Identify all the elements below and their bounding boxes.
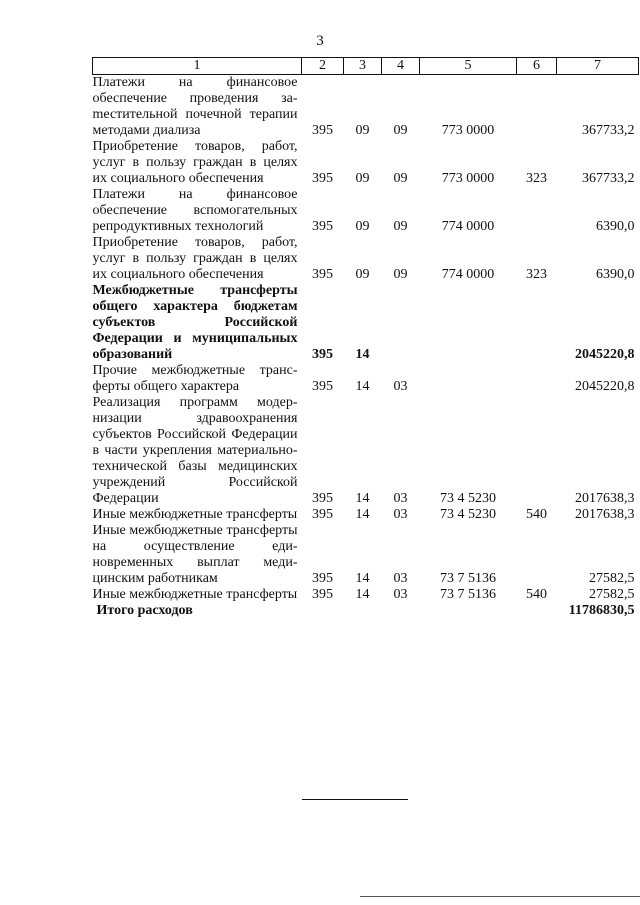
admin-code: 395	[312, 267, 333, 282]
section-code: 09	[355, 171, 370, 186]
column-number-header-row	[93, 58, 639, 75]
section-code: 14	[355, 507, 370, 522]
expense-type-code	[517, 363, 557, 395]
section-code: 14	[355, 491, 370, 506]
end-separator-line	[302, 799, 408, 800]
row-name: Платежи на финансовое обеспечение проведения заmестительной почечной терапии методами диализа	[92, 75, 298, 138]
table-row	[93, 75, 639, 140]
section-code: 14	[355, 379, 370, 394]
total-row	[93, 603, 639, 619]
target-article-code	[420, 283, 517, 363]
row-name: Межбюджетные трансферты общего характера бюджетам субъектов Российской Федерации и муниципальных образований	[92, 283, 298, 362]
expense-type-code	[517, 395, 557, 507]
subsection-code: 09	[393, 267, 408, 282]
subsection-code: 03	[393, 587, 408, 602]
subsection-code: 03	[393, 571, 408, 586]
admin-code: 395	[312, 171, 333, 186]
expense-type-code: 540	[526, 507, 547, 522]
subsection-code: 09	[393, 171, 408, 186]
column-header: 1	[93, 58, 302, 75]
admin-code: 395	[312, 347, 333, 362]
expense-type-code: 323	[526, 267, 547, 282]
target-article-code: 774 0000	[441, 267, 495, 282]
admin-code: 395	[312, 219, 333, 234]
subsection-code: 09	[393, 219, 408, 234]
table-row	[93, 187, 639, 235]
admin-code: 395	[312, 571, 333, 586]
target-article-code: 773 0000	[441, 123, 495, 138]
target-article-code: 73 7 5136	[440, 587, 496, 602]
table-row	[93, 395, 639, 507]
table-row	[93, 283, 639, 363]
subsection-code: 03	[393, 507, 408, 522]
amount: 2017638,3	[575, 507, 635, 522]
column-header: 7	[557, 58, 639, 75]
target-article-code: 73 7 5136	[440, 571, 496, 586]
table-row	[93, 139, 639, 187]
column-header: 6	[517, 58, 557, 75]
expense-type-code	[517, 75, 557, 140]
table-row	[93, 507, 639, 523]
row-name: Прочие межбюджетные трансферты общего характера	[92, 363, 298, 394]
table-row	[93, 587, 639, 603]
row-name: Реализация программ модернизации здравоохранения субъектов Российской Федерации в части укрепления материально-технической базы медицинских учреждений Российской Федерации	[92, 395, 298, 506]
column-header: 2	[302, 58, 344, 75]
amount: 2045220,8	[575, 379, 635, 394]
table-row	[93, 523, 639, 587]
target-article-code: 73 4 5230	[440, 491, 496, 506]
row-name: Платежи на финансовое обеспечение вспомогательных репродуктивных технологий	[92, 187, 298, 234]
subsection-code: 09	[393, 123, 408, 138]
admin-code: 395	[312, 507, 333, 522]
footer-line	[360, 896, 640, 897]
table-row	[93, 363, 639, 395]
target-article-code: 774 0000	[441, 219, 495, 234]
target-article-code: 73 4 5230	[440, 507, 496, 522]
amount: 2045220,8	[575, 347, 635, 362]
expenditure-table	[92, 57, 639, 619]
section-code: 09	[355, 219, 370, 234]
expense-type-code	[517, 523, 557, 587]
subsection-code: 03	[393, 491, 408, 506]
section-code: 09	[355, 123, 370, 138]
row-name: Иные межбюджетные трансферты	[92, 587, 298, 602]
section-code: 14	[355, 587, 370, 602]
section-code: 14	[355, 347, 370, 362]
amount: 27582,5	[589, 587, 635, 602]
column-header: 4	[382, 58, 420, 75]
expense-type-code: 540	[526, 587, 547, 602]
expense-type-code: 323	[526, 171, 547, 186]
amount: 2017638,3	[575, 491, 635, 506]
amount: 6390,0	[596, 219, 635, 234]
section-code: 09	[355, 267, 370, 282]
admin-code: 395	[312, 123, 333, 138]
target-article-code	[420, 363, 517, 395]
row-name: Приобретение товаров, работ, услуг в пользу граждан в целях их социального обеспечения	[92, 139, 298, 186]
column-header: 3	[344, 58, 382, 75]
amount: 6390,0	[596, 267, 635, 282]
amount: 367733,2	[582, 123, 635, 138]
total-label: Итого расходов	[96, 603, 193, 618]
expense-type-code	[517, 187, 557, 235]
table-body	[93, 75, 639, 604]
subsection-code: 03	[393, 379, 408, 394]
admin-code: 395	[312, 587, 333, 602]
amount: 27582,5	[589, 571, 635, 586]
page-number: 3	[316, 33, 324, 49]
total-value: 11786830,5	[568, 603, 635, 618]
section-code: 14	[355, 571, 370, 586]
admin-code: 395	[312, 379, 333, 394]
row-name: Иные межбюджетные трансферты на осуществление единовременных выплат медицинским работникам	[92, 523, 298, 586]
target-article-code: 773 0000	[441, 171, 495, 186]
amount: 367733,2	[582, 171, 635, 186]
column-header: 5	[420, 58, 517, 75]
subsection-code	[382, 283, 420, 363]
row-name: Иные межбюджетные трансферты	[92, 507, 298, 522]
table-row	[93, 235, 639, 283]
row-name: Приобретение товаров, работ, услуг в пользу граждан в целях их социального обеспечения	[92, 235, 298, 282]
admin-code: 395	[312, 491, 333, 506]
expense-type-code	[517, 283, 557, 363]
